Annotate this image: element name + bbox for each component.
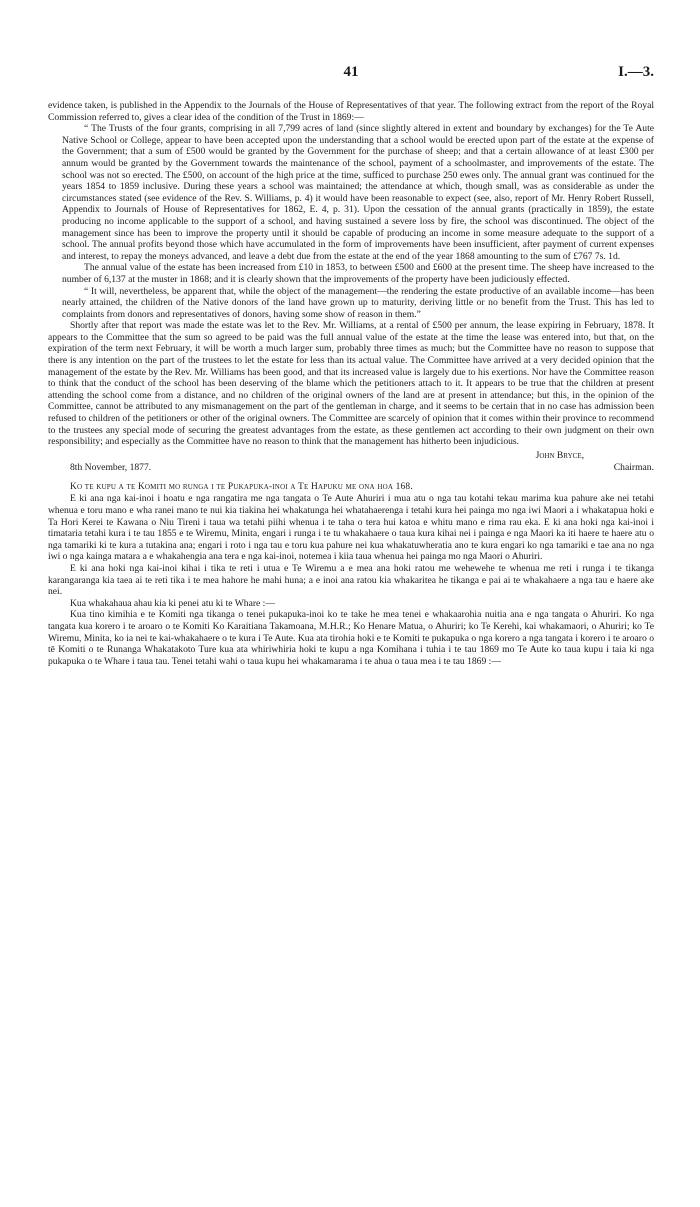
- commission-quote-3: “ It will, nevertheless, be apparent that, while the object of the management—the rendering the estate productive of an available income—has been nearly attained, the children of the Native donors of the land have grown up to maturity, deriving little or no benefit from the Trust. This has led to complaints from donors and representatives of donors, having some show of reason in them.”: [62, 285, 654, 320]
- signatory-name: John Bryce,: [535, 449, 584, 461]
- maori-paragraph-3: Kua whakahaua ahau kia ki penei atu ki te Whare :—: [70, 597, 275, 609]
- maori-paragraph-4: Kua tino kimihia e te Komiti nga tikanga o tenei pukapuka-inoi ko te take he mea tenei e whakaarohia nuitia ana e nga tangata o Ahuriri. Ko nga tangata kua korero i te aroaro o te Komiti Ko Karaitiana Takamoana, M.H.R.; Ko Henare Matua, o Ahuriri; ko Te Kerehi, kai whakamaori, o Ahuriri; ko Te Wiremu, Minita, ko ia nei te kai-whakahaere o te kura i Te Aute. Kua ata tirohia hoki e te Komiti te pukapuka o nga korero a nga tangata i korero i te aroaro o tē Komiti o te Runanga Whakatakoto Ture kua ata whiriwhiria hoki te kupu a nga Komihana i tuhia i te tau 1869 mo Te Aute ko taua kupu i taia ki nga pukapuka o te Whare i taua tau. Tenei tetahi wahi o taua kupu hei whakamarama i te ahua o taua mea i te tau 1869 :—: [48, 609, 654, 667]
- document-body: [48, 100, 654, 667]
- signatory-role: Chairman.: [613, 461, 654, 473]
- document-page: [48, 64, 654, 667]
- page-number: 41: [343, 64, 359, 80]
- sheet-reference: I.—3.: [618, 64, 654, 80]
- commission-quote-2: The annual value of the estate has been increased from £10 in 1853, to between £500 and £600 at the present time. The sheep have increased to the number of 6,137 at the muster in 1868; and it is clearly shown that the improvements of the property have been judiciously effected.: [62, 262, 654, 285]
- report-date: 8th November, 1877.: [70, 461, 152, 473]
- maori-paragraph-1: E ki ana nga kai-inoi i hoatu e nga rangatira me nga tangata o Te Aute Ahuriri i mua atu o nga tau kotahi tekau marima kua pahure ake nei tetahi whenua e toru mano e wha ranei mano te nui kia tiakina hei whakatunga hei whatahaerenga i tetahi kura hei painga mo nga iwi Maori a i whakatapua hoki e Ta Hori Kerei te Kawana o Niu Tireni i taua wa tetahi piihi whenua i te taha o tera hui katoa e whitu mano e rima rau eka. E ki ana hoki nga kai-inoi i timataria tetahi kura i te tau 1855 e te Wiremu, Minita, engari i runga i te tu whakahaere o taua kura kihai nei i painga e nga Maori ka iti haere te haere atu o nga tamariki ki te kura a tutakina ana; engari i roto i nga tau e toru kua pahure nei kua whakatuwheratia ano te kura engari ko nga tamariki e tae ana no nga iwi o nga kainga matara a e whakahengia ana tera e nga kai-inoi, notemea i kiia taua whenua hei painga mo nga Maori o Ahuriri.: [48, 493, 654, 563]
- page-header: [48, 64, 654, 88]
- maori-section-heading: Ko te kupu a te Komiti mo runga i te Pukapuka-inoi a Te Hapuku me ona hoa 168.: [70, 481, 413, 492]
- committee-finding-paragraph: Shortly after that report was made the estate was let to the Rev. Mr. Williams, at a rental of £500 per annum, the lease expiring in February, 1878. It appears to the Committee that the sum so agreed to be paid was the full annual value of the estate at the time the lease was entered into, but that, on the expiration of the term next February, it will be worth a much larger sum, probably three times as much; but the Committee have no reason to suppose that there is any intention on the part of the trustees to let the estate for less than its actual value. The Committee have arrived at a very decided opinion that the management of the estate by the Rev. Mr. Williams has been good, and that its increased value is largely due to his exertions. Nor have the Committee reason to think that the conduct of the school has been deserving of the blame which the petitioners attach to it. It appears to be true that the children at present attending the school come from a distance, and no children of the original owners of the land are at present in attendance; but this, in the opinion of the Committee, cannot be attributed to any mismanagement on the part of the gentleman in charge, and it seems to be certain that in no case has admission been refused to children of the petitioners or other of the original owners. The Committee are scarcely of opinion that it comes within their province to recommend to the trustees any special mode of securing the greatest advantages from the estate, as these gentlemen act according to their own judgment on their own responsibility; and especially as the Committee have no reason to think that the management has hitherto been injudicious.: [48, 320, 654, 448]
- signature-block: [48, 450, 654, 478]
- commission-quote-1: “ The Trusts of the four grants, comprising in all 7,799 acres of land (since slightly altered in extent and boundary by exchanges) for the Te Aute Native School or College, appear to have been accepted upon the understanding that a school would be erected upon part of the estate at the expense of the Government; that a sum of £500 would be granted by the Government for the purchase of sheep; and that a certain allowance of at least £300 per annum would be granted by the Government towards the maintenance of the school, payment of a schoolmaster, and improvements of the estate. The school was not so erected. The £500, on account of the high price at the time, sufficed to purchase 250 ewes only. The annual grant was continued for the years 1854 to 1859 inclusive. During these years a school was maintained; the attendance at which, though small, was as considerable as under the circumstances stated (see evidence of the Rev. S. Williams, p. 4) it would have been reasonable to expect (see, also, report of Mr. Henry Robert Russell, Appendix to Journals of House of Representatives for 1862, E. 4, p. 31). Upon the cessation of the annual grants (practically in 1859), the estate producing no income applicable to the support of a school, and having sustained a severe loss by fire, the school was discontinued. The object of the management since has been to improve the property until it should be capable of producing an income in some measure adequate to the support of a school. The annual profits beyond those which have accumulated in the form of improvements have been insufficient, after payment of current expenses and interest, to repay the moneys advanced, and leave a debt due from the estate at the end of the year 1868 amounting to the sum of £767 7s. 1d.: [62, 123, 654, 262]
- intro-paragraph: evidence taken, is published in the Appendix to the Journals of the House of Representatives of that year. The following extract from the report of the Royal Commission referred to, gives a clear idea of the condition of the Trust in 1869:—: [48, 100, 654, 123]
- maori-paragraph-2: E ki ana hoki nga kai-inoi kihai i tika te reti i utua e Te Wiremu a e mea ana hoki ratou me wehewehe te whenua me reti i runga i te tikanga karangaranga kia taea ai te reti tika i te mea hahore he mahi huna; a e inoi ana ratou kia whakaritea he tikanga e pai ai te whakahaere a nga tau e haere ake nei.: [48, 562, 654, 598]
